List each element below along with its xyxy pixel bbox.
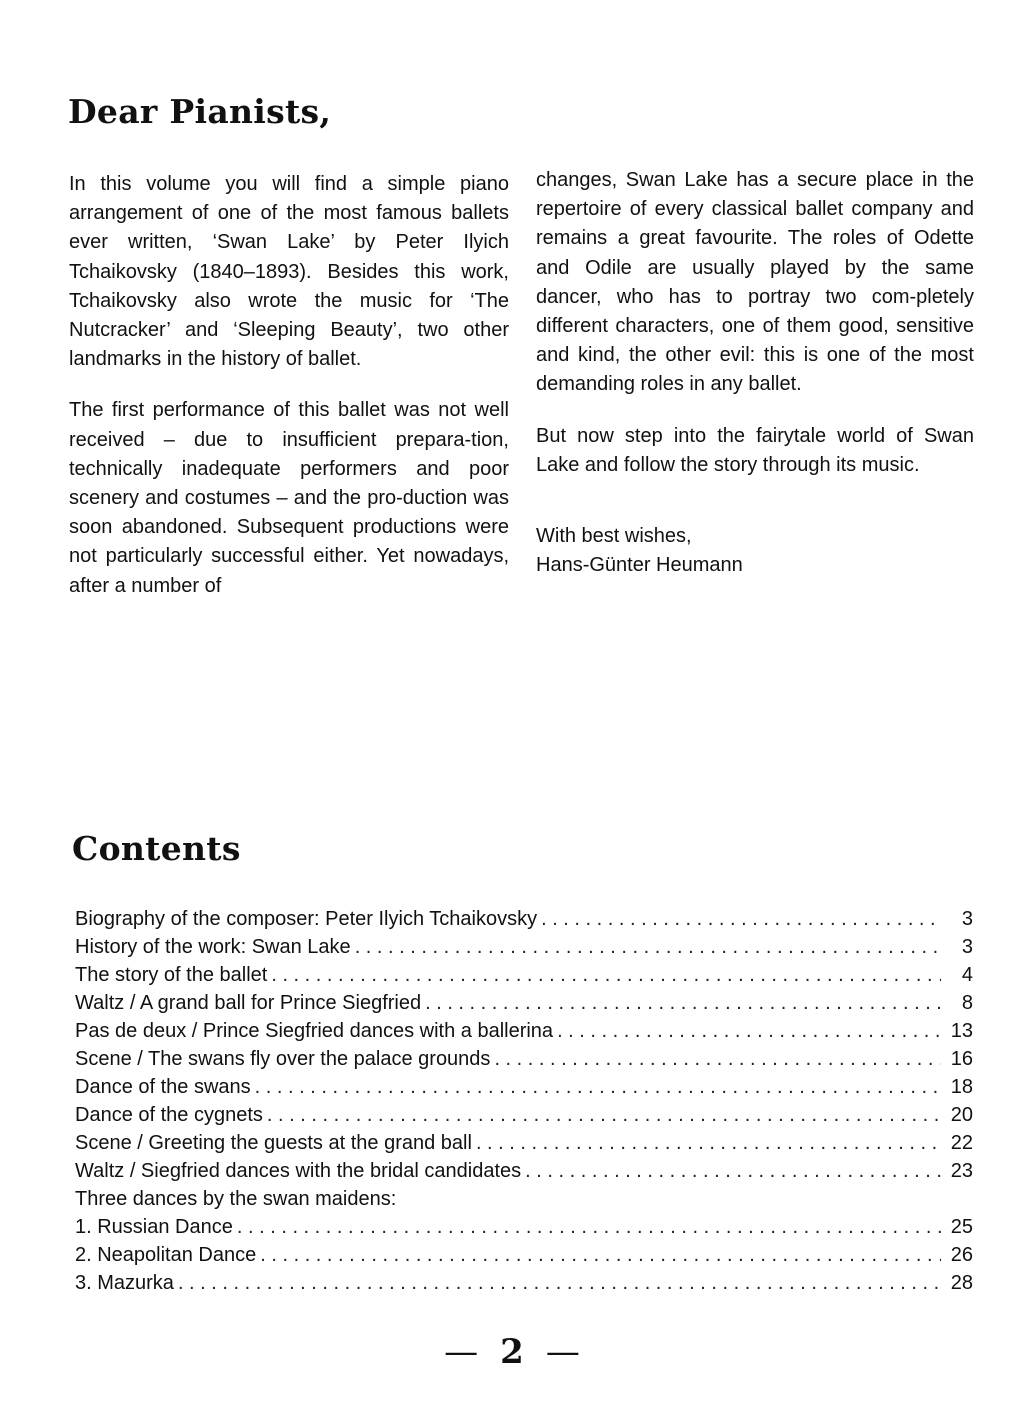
toc-leader-dots: [271, 961, 941, 989]
intro-paragraph: The first performance of this ballet was not well received – due to insufficient prepara-tion, technically inadequate performers and poor scenery and costumes – and the pro-duction was soon abandoned. Subsequent productions were not particularly successful either. Yet nowadays, after a number of: [69, 399, 509, 597]
toc-entry-title: 3. Mazurka: [75, 1272, 174, 1294]
toc-entry-page: 8: [961, 992, 973, 1014]
toc-entry-page: 22: [950, 1132, 973, 1154]
toc-leader-dots: [267, 1101, 941, 1129]
toc-entry-page: 25: [950, 1216, 973, 1238]
toc-leader-dots: [525, 1157, 941, 1185]
toc-entry-title: Scene / The swans fly over the palace grounds: [75, 1048, 491, 1070]
toc-entry-page: 28: [950, 1272, 973, 1294]
toc-entry-title: The story of the ballet: [75, 964, 268, 986]
toc-entry[interactable]: [75, 1045, 973, 1073]
toc-leader-dots: [476, 1129, 941, 1157]
toc-group-heading: [75, 1185, 973, 1213]
page-number-footer: [0, 1332, 1024, 1372]
toc-entry-title: Scene / Greeting the guests at the grand ball: [75, 1132, 472, 1154]
toc-entry[interactable]: [75, 989, 973, 1017]
toc-leader-dots: [425, 989, 941, 1017]
intro-paragraph: But now step into the fairytale world of Swan Lake and follow the story through its music.: [536, 424, 974, 476]
toc-leader-dots: [541, 905, 941, 933]
signature: Hans-Günter Heumann: [536, 554, 743, 577]
toc-entry-title: 2. Neapolitan Dance: [75, 1244, 257, 1266]
toc-leader-dots: [494, 1045, 941, 1073]
toc-entry[interactable]: [75, 933, 973, 961]
toc-entry-title: 1. Russian Dance: [75, 1216, 233, 1238]
page-number-dash-left: —: [444, 1332, 479, 1372]
toc-entry[interactable]: [75, 1073, 973, 1101]
toc-entry-page: 13: [950, 1020, 973, 1042]
toc-entry[interactable]: [75, 1157, 973, 1185]
toc-entry-title: Dance of the swans: [75, 1076, 251, 1098]
intro-left-column: [69, 170, 509, 623]
intro-right-column: [536, 166, 974, 602]
toc-entry[interactable]: [75, 1017, 973, 1045]
toc-entry[interactable]: [75, 1213, 973, 1241]
toc-entry-title: Three dances by the swan maidens:: [75, 1188, 397, 1210]
toc-entry[interactable]: [75, 1241, 973, 1269]
toc-entry-page: 4: [961, 964, 973, 986]
toc-leader-dots: [178, 1269, 941, 1297]
toc-entry-page: 26: [950, 1244, 973, 1266]
closing-block: [536, 522, 974, 580]
toc-entry-page: 3: [961, 936, 973, 958]
toc-entry-title: Pas de deux / Prince Siegfried dances with a ballerina: [75, 1020, 554, 1042]
page-number: 2: [500, 1332, 524, 1372]
intro-heading: Dear Pianists,: [68, 92, 332, 131]
contents-heading: Contents: [72, 829, 241, 868]
toc-entry-title: Waltz / A grand ball for Prince Siegfried: [75, 992, 422, 1014]
toc-entry-title: Waltz / Siegfried dances with the bridal candidates: [75, 1160, 522, 1182]
toc-leader-dots: [237, 1213, 941, 1241]
toc-leader-dots: [255, 1073, 941, 1101]
toc-leader-dots: [355, 933, 941, 961]
toc-entry-title: History of the work: Swan Lake: [75, 936, 351, 958]
toc-entry[interactable]: [75, 1129, 973, 1157]
toc-entry[interactable]: [75, 961, 973, 989]
toc-entry-page: 20: [950, 1104, 973, 1126]
toc-entry[interactable]: [75, 1269, 973, 1297]
intro-paragraph: changes, Swan Lake has a secure place in the repertoire of every classical ballet company and remains a great favourite. The roles of Odette and Odile are usually played by the same dancer, who has to portray two com-pletely different characters, one of them good, sensitive and kind, the other evil: this is one of the most demanding roles in any ballet.: [536, 169, 974, 396]
closing-greeting: With best wishes,: [536, 525, 692, 548]
toc-entry-title: Dance of the cygnets: [75, 1104, 263, 1126]
toc-entry-page: 3: [961, 908, 973, 930]
toc-entry-page: 23: [950, 1160, 973, 1182]
toc-entry-page: 16: [950, 1048, 973, 1070]
intro-paragraph: In this volume you will find a simple piano arrangement of one of the most famous ballets ever written, ‘Swan Lake’ by Peter Ilyich Tchaikovsky (1840–1893). Besides this work, Tchaikovsky also wrote the music for ‘The Nutcracker’ and ‘Sleeping Beauty’, two other landmarks in the history of ballet.: [69, 173, 509, 371]
toc-entry[interactable]: [75, 905, 973, 933]
page-number-dash-right: —: [545, 1332, 580, 1372]
toc-entry[interactable]: [75, 1101, 973, 1129]
toc-leader-dots: [557, 1017, 941, 1045]
table-of-contents: [75, 905, 973, 1297]
toc-entry-title: Biography of the composer: Peter Ilyich Tchaikovsky: [75, 908, 538, 930]
toc-leader-dots: [260, 1241, 941, 1269]
toc-entry-page: 18: [950, 1076, 973, 1098]
